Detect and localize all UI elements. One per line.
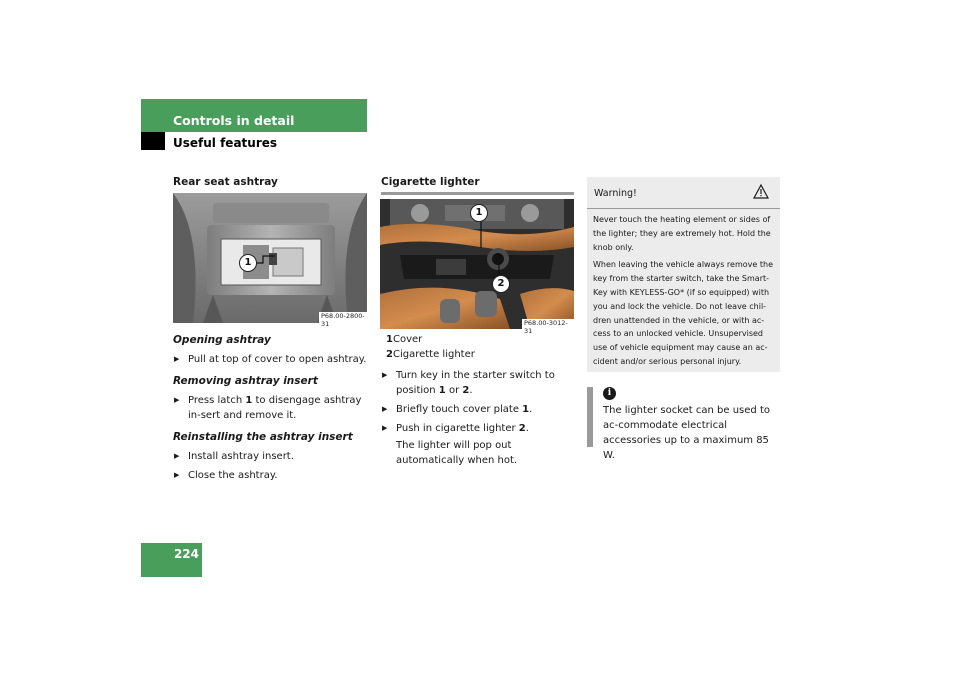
ashtray-photo <box>173 193 367 328</box>
ashtray-heading: Rear seat ashtray <box>173 176 278 188</box>
warning-triangle-icon <box>753 184 769 199</box>
section-title: Controls in detail <box>173 113 295 128</box>
warning-text <box>593 213 776 373</box>
opening-ashtray-title: Opening ashtray <box>173 334 271 346</box>
lighter-callout-2-leader <box>494 261 504 275</box>
ashtray-instructions <box>173 333 368 483</box>
warning-title: Warning! <box>594 188 637 199</box>
lighter-photo <box>380 199 574 335</box>
lighter-callout-1-leader <box>478 222 484 248</box>
reinstall-step-2: ▶ Close the ashtray. <box>173 468 368 483</box>
page-number: 224 <box>173 547 199 561</box>
reinstalling-insert-title: Reinstalling the ashtray insert <box>173 431 353 443</box>
info-bar <box>587 387 593 447</box>
removing-step: ▶ Press latch 1 to disengage ashtray in-sert and remove it. <box>173 393 368 423</box>
info-text: The lighter socket can be used to ac-commodate electrical accessories up to a maximum 85 W. <box>603 405 770 461</box>
legend-item-2: 2Cigarette lighter <box>386 349 475 360</box>
left-column <box>173 175 368 190</box>
removing-insert-title: Removing ashtray insert <box>173 375 318 387</box>
ashtray-image-code: P68.00-2800-31 <box>319 312 367 328</box>
ashtray-callout-1: 1 <box>239 254 257 272</box>
lighter-step-3: ▶ Push in cigarette lighter 2. <box>381 421 576 436</box>
lighter-image-code: P68.00-3012-31 <box>522 319 574 335</box>
lighter-step-1: ▶ Turn key in the starter switch to position 1 or 2. <box>381 368 576 398</box>
warning-divider <box>587 208 780 209</box>
warning-paragraph-1: Never touch the heating element or sides of the lighter; they are extremely hot. Hold the knob only. <box>593 215 771 252</box>
header-marker <box>141 132 165 150</box>
section-subtitle: Useful features <box>173 136 278 150</box>
info-icon: i <box>603 387 616 400</box>
reinstall-step-1: ▶ Install ashtray insert. <box>173 449 368 464</box>
lighter-step-2: ▶ Briefly touch cover plate 1. <box>381 402 576 417</box>
middle-column <box>381 175 574 195</box>
opening-step: ▶ Pull at top of cover to open ashtray. <box>173 352 368 367</box>
lighter-callout-2: 2 <box>492 275 510 293</box>
lighter-note: The lighter will pop out automatically when hot. <box>396 440 518 466</box>
warning-paragraph-2: When leaving the vehicle always remove the key from the starter switch, take the Smart-Key with KEYLESS-GO* (if so equipped) with you and lock the vehicle. Do not leave chil-dren unattended in the vehicle, or with ac-cess to an unlocked vehicle. Unsupervised use of vehicle equipment may cause an ac-cident and/or serious personal injury. <box>593 260 773 366</box>
ashtray-callout-leader <box>257 255 277 269</box>
lighter-heading: Cigarette lighter <box>381 176 480 188</box>
lighter-callout-1: 1 <box>470 204 488 222</box>
lighter-instructions <box>386 332 576 468</box>
heading-rule <box>381 192 574 195</box>
legend-item-1: 1Cover <box>386 334 423 345</box>
